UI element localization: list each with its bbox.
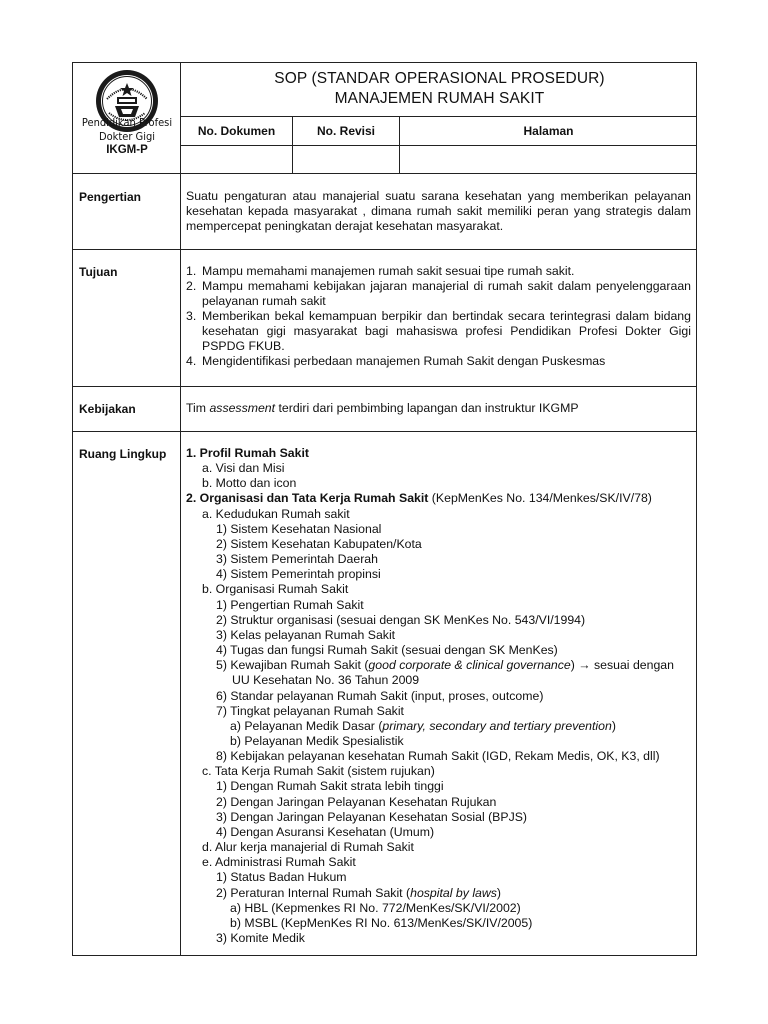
list-item: b) Pelayanan Medik Spesialistik — [230, 733, 404, 748]
label-tujuan: Tujuan — [79, 265, 118, 279]
label-pengertian: Pengertian — [79, 190, 142, 204]
list-item: 3) Sistem Pemerintah Daerah — [216, 552, 378, 567]
document-title-line1: SOP (STANDAR OPERASIONAL PROSEDUR) — [274, 70, 605, 87]
list-item: e. Administrasi Rumah Sakit — [202, 855, 356, 870]
label-kebijakan: Kebijakan — [79, 402, 136, 416]
list-item: 4. Mengidentifikasi perbedaan manajemen Rumah Sakit dengan Puskesmas — [186, 354, 606, 368]
header-row-divider — [180, 145, 697, 146]
label-ruang-lingkup: Ruang Lingkup — [79, 447, 167, 461]
list-item: 2. Mampu memahami kebijakan jajaran manajerial di rumah sakit dalam penyelenggaraan pelayanan rumah sakit — [186, 279, 691, 308]
list-item: 3. Memberikan bekal kemampuan berpikir dan bertindak secara terintegrasi dalam bidang kesehatan gigi masyarakat bagi mahasiswa profesi Pendidikan Profesi Dokter Gigi PSPDG FKUB. — [186, 309, 691, 353]
kebijakan-bottom-divider — [73, 431, 697, 432]
kebijakan-text: Tim assessment terdiri dari pembimbing lapangan dan instruktur IKGMP — [186, 401, 579, 415]
list-item: 3) Dengan Jaringan Pelayanan Kesehatan Sosial (BPJS) — [216, 809, 528, 824]
list-item: 2) Dengan Jaringan Pelayanan Kesehatan Rujukan — [216, 794, 497, 809]
list-item: 1) Pengertian Rumah Sakit — [216, 597, 364, 612]
org-name-line2: Dokter Gigi — [98, 130, 156, 143]
label-column-divider — [180, 63, 181, 956]
list-item: 1) Status Badan Hukum — [216, 870, 347, 885]
list-item: 1) Dengan Rumah Sakit strata lebih tinggi — [216, 779, 444, 794]
list-item: a) HBL (Kepmenkes RI No. 772/MenKes/SK/VI/2002) — [230, 900, 521, 915]
list-item: 2. Organisasi dan Tata Kerja Rumah Sakit (KepMenKes No. 134/Menkes/SK/IV/78) — [186, 491, 652, 506]
list-item: 1. Mampu memahami manajemen rumah sakit sesuai tipe rumah sakit. — [186, 264, 575, 278]
col-no-revisi: No. Revisi — [316, 124, 376, 138]
list-item: b. Motto dan icon — [202, 476, 297, 491]
document-title-line2: MANAJEMEN RUMAH SAKIT — [334, 90, 545, 107]
list-item: 1) Sistem Kesehatan Nasional — [216, 521, 382, 536]
org-name-line1: Pendidikan Profesi — [81, 116, 173, 129]
sop-document — [72, 62, 697, 956]
list-item: 5) Kewajiban Rumah Sakit (good corporate & clinical governance) → sesuai dengan — [216, 658, 674, 673]
list-item: 2) Peraturan Internal Rumah Sakit (hospital by laws) — [216, 885, 502, 900]
pengertian-text: Suatu pengaturan atau manajerial suatu sarana kesehatan yang memberikan pelayanan kesehatan kepada masyarakat , dimana rumah sakit memiliki peran yang strategis dalam mempercepat peningkatan derajat kesehatan masyarakat. — [186, 189, 691, 233]
header-bottom-divider — [73, 173, 697, 174]
list-item: 1. Profil Rumah Sakit — [186, 446, 309, 460]
tujuan-list — [186, 264, 691, 369]
list-item: 4) Dengan Asuransi Kesehatan (Umum) — [216, 824, 435, 839]
list-item: 2) Sistem Kesehatan Kabupaten/Kota — [216, 536, 422, 551]
list-item: 3) Kelas pelayanan Rumah Sakit — [216, 627, 396, 642]
pengertian-bottom-divider — [73, 249, 697, 250]
col-no-dokumen: No. Dokumen — [197, 124, 276, 138]
title-divider — [180, 116, 697, 117]
list-item: b) MSBL (KepMenKes RI No. 613/MenKes/SK/IV/2005) — [230, 915, 533, 930]
list-item: c. Tata Kerja Rumah Sakit (sistem rujukan) — [202, 764, 435, 779]
col-halaman: Halaman — [523, 124, 574, 138]
list-item: 4) Tugas dan fungsi Rumah Sakit (sesuai dengan SK MenKes) — [216, 643, 558, 658]
list-item: 8) Kebijakan pelayanan kesehatan Rumah Sakit (IGD, Rekam Medis, OK, K3, dll) — [216, 749, 660, 764]
list-item: 6) Standar pelayanan Rumah Sakit (input, proses, outcome) — [216, 688, 544, 703]
list-item: 2) Struktur organisasi (sesuai dengan SK MenKes No. 543/VI/1994) — [216, 612, 586, 627]
list-item: 4) Sistem Pemerintah propinsi — [216, 567, 381, 582]
list-item: 3) Komite Medik — [216, 931, 305, 945]
list-item: d. Alur kerja manajerial di Rumah Sakit — [202, 840, 414, 855]
org-code: IKGM-P — [106, 144, 148, 156]
list-item: a. Kedudukan Rumah sakit — [202, 506, 350, 521]
tujuan-bottom-divider — [73, 386, 697, 387]
list-item: UU Kesehatan No. 36 Tahun 2009 — [232, 673, 420, 688]
list-item: 7) Tingkat pelayanan Rumah Sakit — [216, 703, 404, 718]
list-item: a) Pelayanan Medik Dasar (primary, secondary and tertiary prevention) — [230, 718, 616, 733]
ruang-lingkup-list — [186, 446, 691, 946]
list-item: b. Organisasi Rumah Sakit — [202, 582, 349, 597]
list-item: a. Visi dan Misi — [202, 461, 285, 476]
